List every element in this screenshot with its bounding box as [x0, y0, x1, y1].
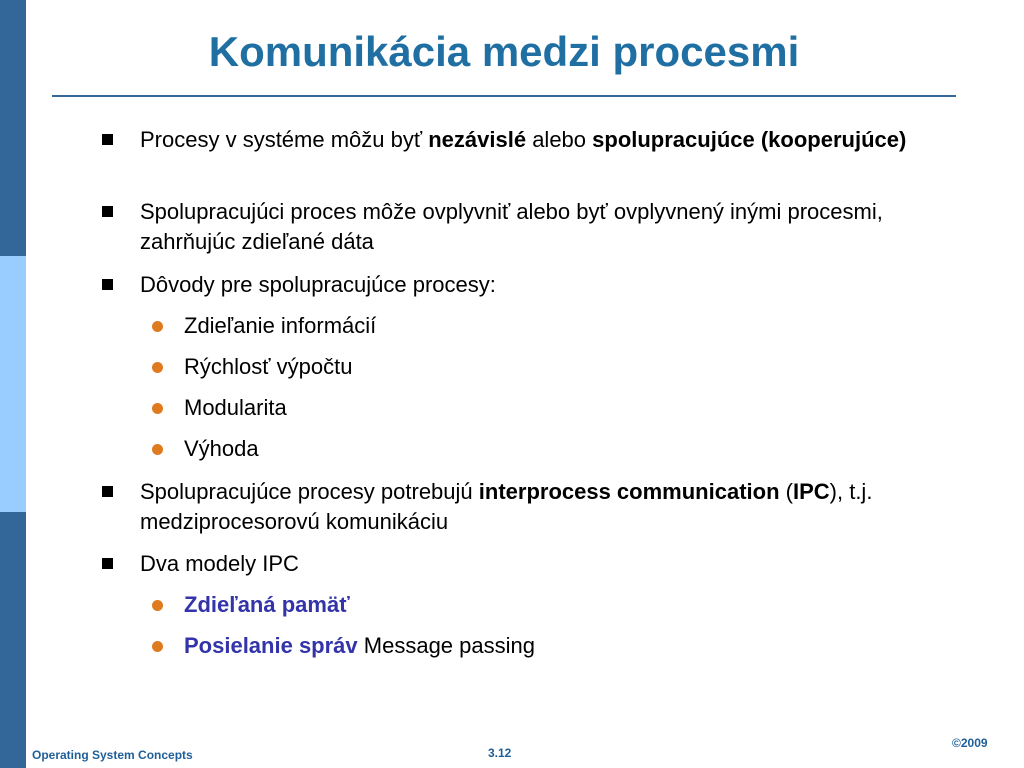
footer-slide-number: 3.12 — [488, 746, 512, 760]
sub-bullet-item: Modularita — [184, 395, 287, 420]
round-bullet-icon — [152, 321, 163, 332]
sub-bullet-item: Posielanie správ Message passing — [184, 633, 535, 658]
bullet-item: Dva modely IPC — [140, 551, 299, 576]
round-bullet-icon — [152, 641, 163, 652]
square-bullet-icon — [102, 134, 113, 145]
bullet-item: Procesy v systéme môžu byť nezávislé alebo spolupracujúce (kooperujúce) — [140, 127, 907, 152]
square-bullet-icon — [102, 206, 113, 217]
bullet-item: Spolupracujúce procesy potrebujú interprocess communication (IPC), t.j. medziprocesorovú komunikáciu — [140, 479, 873, 534]
footer-course-name: Operating System Concepts — [32, 748, 193, 762]
bullet-item: Dôvody pre spolupracujúce procesy: — [140, 272, 496, 297]
round-bullet-icon — [152, 362, 163, 373]
square-bullet-icon — [102, 279, 113, 290]
square-bullet-icon — [102, 486, 113, 497]
sub-bullet-item: Zdieľanie informácií — [184, 313, 377, 338]
sub-bullet-item: Rýchlosť výpočtu — [184, 354, 353, 379]
sub-bullet-item: Výhoda — [184, 436, 259, 461]
round-bullet-icon — [152, 600, 163, 611]
slide-title: Komunikácia medzi procesmi — [208, 28, 800, 75]
sub-bullet-item: Zdieľaná pamäť — [184, 592, 350, 617]
bullet-item: Spolupracujúci proces môže ovplyvniť alebo byť ovplyvnený inými procesmi, zahrňujúc zdieľané dáta — [140, 199, 883, 254]
footer-copyright: ©2009 — [952, 736, 988, 750]
square-bullet-icon — [102, 558, 113, 569]
round-bullet-icon — [152, 403, 163, 414]
round-bullet-icon — [152, 444, 163, 455]
